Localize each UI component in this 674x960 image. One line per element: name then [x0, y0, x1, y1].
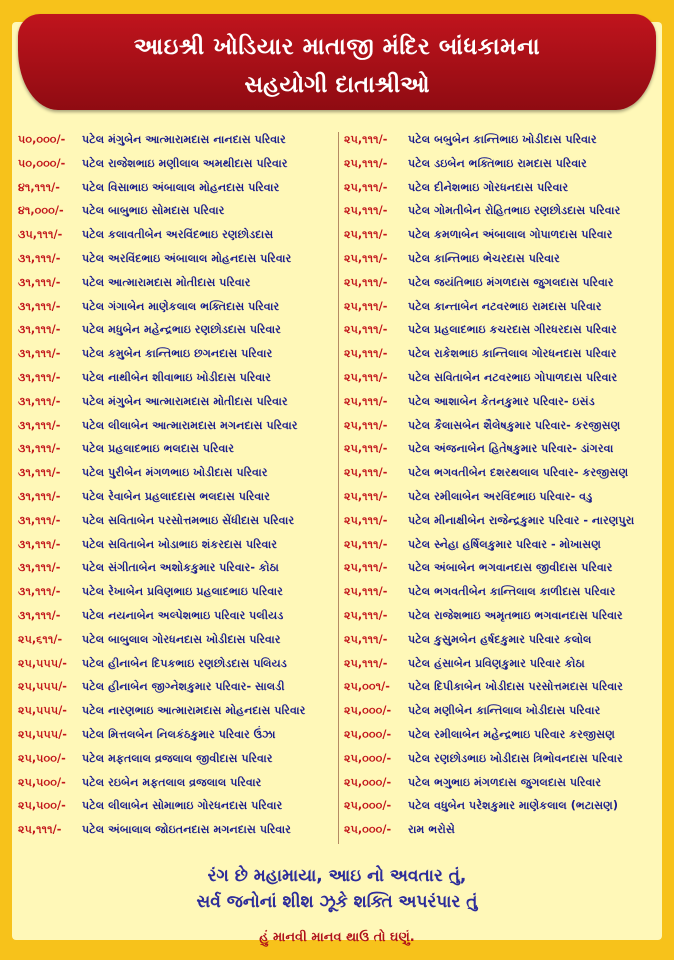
donor-row — [344, 176, 664, 200]
donation-amount: ૨૫,૦૦૧/- — [344, 680, 390, 694]
donor-name: પટેલ અંજનાબેન હિતેષકુમાર પરિવાર- ડાંગરવા — [408, 442, 614, 456]
donation-amount: ૩૧,૧૧૧/- — [18, 561, 61, 575]
donor-row — [344, 533, 664, 557]
donor-name: પટેલ કૈલાસબેન શૈલેષકુમાર પરિવાર- કરજીસણ — [408, 418, 621, 432]
donor-row — [344, 223, 664, 247]
donation-amount: ૩૧,૧૧૧/- — [18, 537, 61, 551]
donor-name: પટેલ લીલાબેન આત્મારામદાસ મગનદાસ પરિવાર — [82, 418, 298, 432]
donor-row — [18, 485, 338, 509]
donation-amount: ૩૧,૧૧૧/- — [18, 442, 61, 456]
donor-name: પટેલ ગંગાબેન માણેકલાલ ભક્તિદાસ પરિવાર — [82, 299, 280, 313]
donor-row — [344, 128, 664, 152]
donor-name: પટેલ ભગવતીબેન કાન્તિલાલ કાળીદાસ પરિવાર — [408, 585, 616, 599]
donation-amount: ૨૫,૦૦૦/- — [344, 704, 392, 718]
donor-row — [18, 747, 338, 771]
donor-name: પટેલ અંબાલાલ જોઇતનદાસ મગનદાસ પરિવાર — [82, 823, 291, 837]
title-line-2: સહયોગી દાતાશ્રીઓ — [244, 72, 430, 98]
donor-name: પટેલ કાન્તાબેન નટવરભાઇ રામદાસ પરિવાર — [408, 299, 602, 313]
donor-row — [18, 152, 338, 176]
donor-name: પટેલ મણીબેન કાન્તિલાલ ખોડીદાસ પરિવાર — [408, 704, 601, 718]
donation-amount: ૨૫,૧૧૧/- — [344, 585, 388, 599]
donation-amount: ૨૫,૫૦૦/- — [18, 751, 66, 765]
donor-name: રામ ભરોસે — [408, 823, 455, 837]
donor-name: પટેલ આશાબેન કેતનકુમાર પરિવાર- ઇસંડ — [408, 394, 595, 408]
donor-row — [344, 437, 664, 461]
donation-amount: ૩૧,૧૧૧/- — [18, 251, 61, 265]
donor-name: પટેલ પ્રહલાદભાઇ ભલદાસ પરિવાર — [82, 442, 234, 456]
donor-name: પટેલ દીનેશભાઇ ગોરધનદાસ પરિવાર — [408, 180, 569, 194]
donor-row — [18, 176, 338, 200]
donor-row — [344, 318, 664, 342]
donor-row — [344, 152, 664, 176]
donor-row — [344, 628, 664, 652]
donor-row — [18, 604, 338, 628]
donor-row — [18, 128, 338, 152]
donor-row — [344, 342, 664, 366]
donor-name: પટેલ સવિતાબેન ખોડાભાઇ શંકરદાસ પરિવાર — [82, 537, 278, 551]
donor-name: પટેલ કાન્તિભાઇ ભેચરદાસ પરિવાર — [408, 251, 560, 265]
donation-amount: ૨૫,૦૦૦/- — [344, 751, 392, 765]
verse-line-1: રંગ છે મહામાયા, આઇ નો અવતાર તું, — [207, 866, 467, 886]
donation-amount: ૩૧,૧૧૧/- — [18, 370, 61, 384]
donation-amount: ૩૧,૧૧૧/- — [18, 323, 61, 337]
donor-row — [18, 295, 338, 319]
donation-amount: ૩૫,૧૧૧/- — [18, 228, 63, 242]
donor-name: પટેલ આત્મારામદાસ મોતીદાસ પરિવાર — [82, 275, 251, 289]
donor-row — [18, 366, 338, 390]
donation-amount: ૨૫,૧૧૧/- — [344, 513, 388, 527]
donor-row — [18, 580, 338, 604]
donation-amount: ૨૫,૦૦૦/- — [344, 727, 392, 741]
donation-amount: ૩૧,૧૧૧/- — [18, 513, 61, 527]
donor-name: પટેલ પુરીબેન મંગળભાઇ ખોડીદાસ પરિવાર — [82, 466, 268, 480]
donor-row — [344, 199, 664, 223]
donor-name: પટેલ બાબુલાલ ગોરધનદાસ ખોડીદાસ પરિવાર — [82, 632, 281, 646]
donation-amount: ૨૫,૦૦૦/- — [344, 823, 392, 837]
donor-name: પટેલ વિસાભાઇ અંબાલાલ મોહનદાસ પરિવાર — [82, 180, 280, 194]
donor-row — [18, 794, 338, 818]
donation-amount: ૨૫,૧૧૧/- — [344, 442, 388, 456]
donor-name: પટેલ રણછોડભાઇ ખોડીદાસ ત્રિભોવનદાસ પરિવાર — [408, 751, 623, 765]
donor-row — [18, 271, 338, 295]
closing-line: હું માનવી માનવ થાઉ તો ઘણું. — [259, 930, 415, 945]
donation-amount: ૨૫,૧૧૧/- — [344, 299, 388, 313]
donor-name: પટેલ હીનાબેન જીગ્નેશકુમાર પરિવાર- સાલડી — [82, 680, 285, 694]
donor-row — [18, 509, 338, 533]
donor-name: પટેલ અંબાબેન ભગવાનદાસ જીવીદાસ પરિવાર — [408, 561, 613, 575]
donor-row — [344, 675, 664, 699]
donor-row — [344, 580, 664, 604]
donation-amount: ૨૫,૧૧૧/- — [344, 561, 388, 575]
donor-name: પટેલ કમળાબેન અંબાલાલ ગોપાળદાસ પરિવાર — [408, 228, 613, 242]
donor-row — [18, 223, 338, 247]
donor-row — [344, 652, 664, 676]
donation-amount: ૨૫,૫૦૦/- — [18, 799, 66, 813]
donor-row — [18, 818, 338, 842]
donor-name: પટેલ નાથીબેન શીવાભાઇ ખોડીદાસ પરિવાર — [82, 370, 271, 384]
donor-name: પટેલ મીનાક્ષીબેન રાજેન્દ્રકુમાર પરિવાર - નારણપુરા — [408, 513, 635, 527]
donor-name: પટેલ કમુબેન કાન્તિભાઇ છગનદાસ પરિવાર — [82, 347, 273, 361]
donor-name: પટેલ ભગવતીબેન દશરથલાલ પરિવાર- કરજીસણ — [408, 466, 629, 480]
donation-amount: ૨૫,૧૧૧/- — [344, 632, 388, 646]
donor-name: પટેલ સ્નેહા હર્ષિલકુમાર પરિવાર - મોખાસણ — [408, 537, 601, 551]
donor-row — [18, 461, 338, 485]
donor-name: પટેલ રમીલાબેન મહેન્દ્રભાઇ પરિવાર કરજીસણ — [408, 727, 615, 741]
donor-row — [344, 794, 664, 818]
donor-row — [18, 675, 338, 699]
donor-name: પટેલ મફતલાલ વ્રજલાલ જીવીદાસ પરિવાર — [82, 751, 273, 765]
donor-name: પટેલ મંગુબેન આત્મારામદાસ નાનદાસ પરિવાર — [82, 133, 286, 146]
donor-row — [344, 723, 664, 747]
donor-name: પટેલ મિત્તલબેન નિલકંઠકુમાર પરિવાર ઉંઝા — [82, 727, 276, 741]
donation-amount: ૨૫,૧૧૧/- — [344, 370, 388, 384]
donation-amount: ૨૫,૧૧૧/- — [344, 251, 388, 265]
donor-row — [18, 414, 338, 438]
donation-amount: ૩૧,૧૧૧/- — [18, 394, 61, 408]
donor-row — [344, 771, 664, 795]
donation-amount: ૨૫,૧૧૧/- — [344, 228, 388, 242]
donor-column-left — [18, 128, 338, 842]
donor-name: પટેલ મધુબેન મહેન્દ્રભાઇ રણછોડદાસ પરિવાર — [82, 323, 281, 337]
donor-row — [344, 295, 664, 319]
donor-name: પટેલ ભગુભાઇ મંગળદાસ જુગલદાસ પરિવાર — [408, 775, 601, 789]
donor-row — [18, 390, 338, 414]
donor-row — [18, 342, 338, 366]
donation-amount: ૨૫,૧૧૧/- — [344, 656, 388, 670]
donor-name: પટેલ બાબુભાઇ સોમદાસ પરિવાર — [82, 204, 225, 218]
donor-name: પટેલ પ્રહલાદભાઇ કચરદાસ ગીરધરદાસ પરિવાર — [408, 323, 617, 337]
donor-row — [344, 699, 664, 723]
donor-name: પટેલ કુસુમબેન હર્ષદકુમાર પરિવાર કલોલ — [408, 632, 592, 646]
donation-amount: ૨૫,૧૧૧/- — [344, 394, 388, 408]
donor-row — [18, 652, 338, 676]
donor-name: પટેલ રઇબેન મફતલાલ વ્રજલાલ પરિવાર — [82, 775, 262, 789]
donation-amount: ૨૫,૫૫૫/- — [18, 680, 67, 694]
donation-amount: ૨૫,૧૧૧/- — [344, 537, 388, 551]
donor-name: પટેલ નયનાબેન અલ્પેશભાઇ પરિવાર પલીયડ — [82, 608, 284, 622]
donor-row — [18, 556, 338, 580]
donation-amount: ૪૧,૦૦૦/- — [18, 204, 64, 218]
donation-amount: ૨૫,૦૦૦/- — [344, 799, 392, 813]
donation-amount: ૪૧,૧૧૧/- — [18, 180, 60, 194]
donor-row — [344, 485, 664, 509]
donor-row — [344, 747, 664, 771]
donation-amount: ૩૧,૧૧૧/- — [18, 489, 61, 503]
title-banner — [18, 14, 656, 110]
donor-row — [344, 390, 664, 414]
donor-row — [18, 318, 338, 342]
donation-amount: ૩૧,૧૧૧/- — [18, 299, 61, 313]
donation-amount: ૨૫,૧૧૧/- — [344, 156, 388, 170]
donor-row — [18, 628, 338, 652]
donation-amount: ૫૦,૦૦૦/- — [18, 133, 66, 146]
donation-amount: ૨૫,૫૫૫/- — [18, 704, 67, 718]
donation-amount: ૨૫,૧૧૧/- — [344, 323, 388, 337]
donor-name: પટેલ કલાવતીબેન અરવિંદભાઇ રણછોડદાસ — [82, 228, 274, 242]
donor-name: પટેલ રાકેશભાઇ કાન્તિલાલ ગોરધનદાસ પરિવાર — [408, 347, 617, 361]
donation-amount: ૩૧,૧૧૧/- — [18, 347, 61, 361]
donor-column-right — [344, 128, 664, 842]
donation-amount: ૨૫,૧૧૧/- — [344, 204, 388, 218]
donation-amount: ૨૫,૧૧૧/- — [344, 133, 388, 146]
donor-name: પટેલ હીનાબેન દિપકભાઇ રણછોડદાસ પલિયડ — [82, 656, 287, 670]
donation-amount: ૩૧,૧૧૧/- — [18, 275, 61, 289]
donor-row — [344, 247, 664, 271]
donation-amount: ૨૫,૦૦૦/- — [344, 775, 392, 789]
donation-amount: ૨૫,૫૦૦/- — [18, 775, 66, 789]
donor-row — [18, 247, 338, 271]
donor-name: પટેલ નારણભાઇ આત્મારામદાસ મોહનદાસ પરિવાર — [82, 704, 306, 718]
donation-amount: ૫૦,૦૦૦/- — [18, 156, 66, 170]
donation-amount: ૩૧,૧૧૧/- — [18, 418, 61, 432]
verse-line-2: સર્વ જનોનાં શીશ ઝૂકે શક્તિ અપરંપાર તું — [196, 892, 478, 912]
donation-amount: ૨૫,૧૧૧/- — [18, 823, 62, 837]
donor-row — [18, 437, 338, 461]
donation-amount: ૨૫,૫૫૫/- — [18, 727, 67, 741]
donor-name: પટેલ રેખાબેન પ્રવિણભાઇ પ્રહલાદભાઇ પરિવાર — [82, 585, 283, 599]
donor-row — [344, 556, 664, 580]
donor-name: પટેલ વધુબેન પરેશકુમાર માણેકલાલ (ભટાસણ) — [408, 799, 618, 813]
donor-name: પટેલ સંગીતાબેન અશોકકુમાર પરિવાર- કોઠા — [82, 561, 279, 575]
donor-row — [344, 366, 664, 390]
donor-name: પટેલ રાજેશભાઇ મણીલાલ અમથીદાસ પરિવાર — [82, 156, 288, 170]
donor-row — [18, 199, 338, 223]
donor-row — [344, 414, 664, 438]
donor-name: પટેલ હંસાબેન પ્રવિણકુમાર પરિવાર કોઠા — [408, 656, 585, 670]
donor-name: પટેલ ડઇબેન ભક્તિભાઇ રામદાસ પરિવાર — [408, 156, 587, 170]
donation-amount: ૩૧,૧૧૧/- — [18, 608, 61, 622]
donation-amount: ૨૫,૧૧૧/- — [344, 275, 388, 289]
donor-row — [344, 509, 664, 533]
donation-amount: ૨૫,૫૫૫/- — [18, 656, 67, 670]
donation-amount: ૨૫,૧૧૧/- — [344, 418, 388, 432]
donation-amount: ૩૧,૧૧૧/- — [18, 466, 61, 480]
donor-row — [344, 271, 664, 295]
donor-name: પટેલ રેવાબેન પ્રહલાદદાસ ભલદાસ પરિવાર — [82, 489, 270, 503]
donor-name: પટેલ અરવિંદભાઇ અંબાલાલ મોહનદાસ પરિવાર — [82, 251, 292, 265]
donor-row — [344, 604, 664, 628]
donor-name: પટેલ જયંતિભાઇ મંગળદાસ જુગલદાસ પરિવાર — [408, 275, 614, 289]
donor-name: પટેલ રાજેશભાઇ અમૃતભાઇ ભગવાનદાસ પરિવાર — [408, 608, 623, 622]
donation-amount: ૨૫,૧૧૧/- — [344, 608, 388, 622]
donor-name: પટેલ સવિતાબેન નટવરભાઇ ગોપાળદાસ પરિવાર — [408, 370, 618, 384]
donor-name: પટેલ મંગુબેન આત્મારામદાસ મોતીદાસ પરિવાર — [82, 394, 288, 408]
donor-row — [18, 533, 338, 557]
donor-name: પટેલ બબુબેન કાન્તિભાઇ ખોડીદાસ પરિવાર — [408, 133, 597, 146]
donation-amount: ૨૫,૧૧૧/- — [344, 347, 388, 361]
donation-amount: ૨૫,૧૧૧/- — [344, 489, 388, 503]
donation-amount: ૩૧,૧૧૧/- — [18, 585, 61, 599]
donor-name: પટેલ રમીલાબેન અરવિંદભાઇ પરિવાર- વડુ — [408, 489, 593, 503]
donor-row — [344, 818, 664, 842]
donation-amount: ૨૫,૬૧૧/- — [18, 632, 63, 646]
donation-amount: ૨૫,૧૧૧/- — [344, 466, 388, 480]
donor-row — [18, 699, 338, 723]
donor-row — [18, 723, 338, 747]
donor-row — [344, 461, 664, 485]
donation-amount: ૨૫,૧૧૧/- — [344, 180, 388, 194]
donor-name: પટેલ સવિતાબેન પરસોત્તમભાઇ સેંધીદાસ પરિવાર — [82, 513, 295, 527]
donor-name: પટેલ લીલાબેન સોમાભાઇ ગોરધનદાસ પરિવાર — [82, 799, 283, 813]
column-divider — [338, 132, 339, 844]
title-line-1: આઇશ્રી ખોડિયાર માતાજી મંદિર બાંધકામના — [133, 34, 541, 60]
donor-row — [18, 771, 338, 795]
donor-name: પટેલ ગોમતીબેન રોહિતભાઇ રણછોડદાસ પરિવાર — [408, 204, 621, 218]
donor-name: પટેલ દિપીકાબેન ખોડીદાસ પરસોત્તમદાસ પરિવાર — [408, 680, 623, 694]
